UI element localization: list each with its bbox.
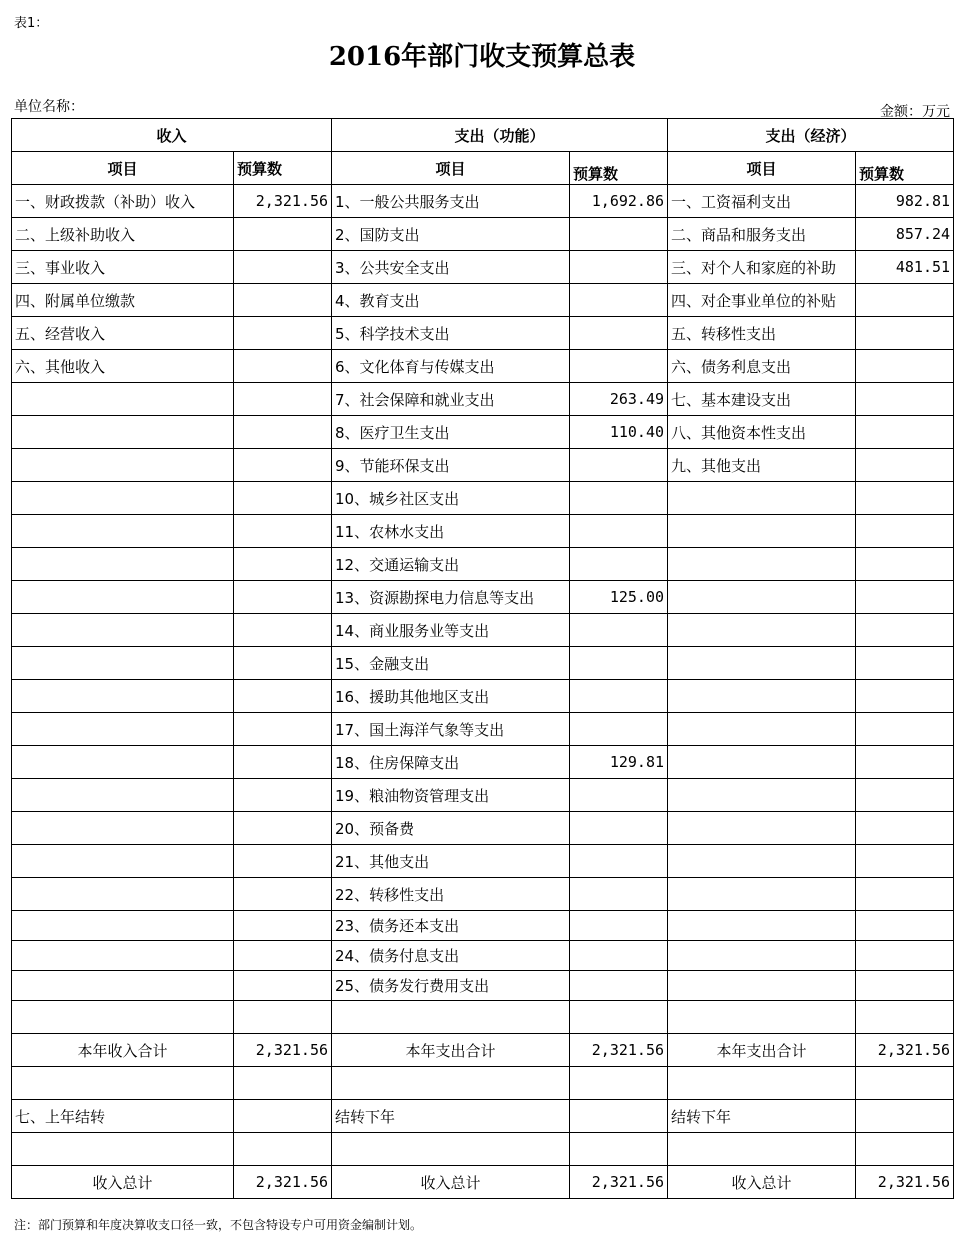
functional-item-cell: 22、转移性支出 <box>332 878 570 911</box>
functional-budget-cell <box>570 779 668 812</box>
income-item-cell: 五、经营收入 <box>12 317 234 350</box>
table-row <box>12 548 954 581</box>
functional-item-cell: 3、公共安全支出 <box>332 251 570 284</box>
economic-budget-cell <box>856 713 954 746</box>
income-item-cell <box>12 449 234 482</box>
economic-item-cell <box>668 581 856 614</box>
functional-item-cell: 收入总计 <box>332 1166 570 1199</box>
functional-budget-cell <box>570 614 668 647</box>
functional-item-cell <box>332 1133 570 1166</box>
economic-budget-cell <box>856 416 954 449</box>
economic-budget-cell <box>856 614 954 647</box>
income-item-cell <box>12 482 234 515</box>
economic-item-cell <box>668 911 856 941</box>
economic-item-cell: 结转下年 <box>668 1100 856 1133</box>
income-item-cell: 七、上年结转 <box>12 1100 234 1133</box>
income-item-cell: 一、财政拨款（补助）收入 <box>12 185 234 218</box>
economic-item-cell <box>668 713 856 746</box>
economic-budget-cell <box>856 1001 954 1034</box>
income-budget-cell <box>234 911 332 941</box>
table-row <box>12 812 954 845</box>
income-item-cell <box>12 845 234 878</box>
economic-expense-section-header: 支出（经济） <box>668 119 954 152</box>
economic-item-cell <box>668 878 856 911</box>
economic-item-header: 项目 <box>668 152 856 185</box>
functional-budget-header: 预算数 <box>570 152 668 185</box>
table-row <box>12 317 954 350</box>
income-item-cell <box>12 878 234 911</box>
table-row <box>12 779 954 812</box>
income-budget-cell <box>234 647 332 680</box>
functional-item-cell: 9、节能环保支出 <box>332 449 570 482</box>
economic-budget-cell <box>856 482 954 515</box>
economic-budget-cell: 857.24 <box>856 218 954 251</box>
functional-budget-cell <box>570 911 668 941</box>
carry-over-row <box>12 1100 954 1133</box>
economic-budget-cell <box>856 317 954 350</box>
functional-item-cell <box>332 1067 570 1100</box>
income-item-cell: 六、其他收入 <box>12 350 234 383</box>
economic-item-cell: 五、转移性支出 <box>668 317 856 350</box>
functional-item-header: 项目 <box>332 152 570 185</box>
table-row <box>12 251 954 284</box>
economic-item-cell: 三、对个人和家庭的补助 <box>668 251 856 284</box>
economic-budget-cell <box>856 845 954 878</box>
economic-item-cell <box>668 746 856 779</box>
income-budget-cell <box>234 614 332 647</box>
income-budget-cell <box>234 416 332 449</box>
amount-unit-label: 金额：万元 <box>880 104 950 120</box>
functional-item-cell: 19、粮油物资管理支出 <box>332 779 570 812</box>
income-budget-cell <box>234 1100 332 1133</box>
functional-item-cell: 10、城乡社区支出 <box>332 482 570 515</box>
income-budget-cell <box>234 845 332 878</box>
functional-item-cell: 21、其他支出 <box>332 845 570 878</box>
table-row <box>12 845 954 878</box>
income-item-cell: 二、上级补助收入 <box>12 218 234 251</box>
income-item-cell <box>12 383 234 416</box>
economic-item-cell <box>668 812 856 845</box>
economic-item-cell <box>668 614 856 647</box>
functional-budget-cell <box>570 251 668 284</box>
table-row <box>12 218 954 251</box>
table-row <box>12 515 954 548</box>
income-section-header: 收入 <box>12 119 332 152</box>
functional-item-cell: 25、债务发行费用支出 <box>332 971 570 1001</box>
income-budget-cell <box>234 548 332 581</box>
income-budget-cell <box>234 251 332 284</box>
income-item-cell <box>12 779 234 812</box>
income-budget-cell <box>234 284 332 317</box>
income-budget-cell <box>234 812 332 845</box>
income-budget-cell: 2,321.56 <box>234 1166 332 1199</box>
economic-item-cell <box>668 971 856 1001</box>
income-budget-cell <box>234 680 332 713</box>
functional-item-cell: 2、国防支出 <box>332 218 570 251</box>
functional-budget-cell <box>570 350 668 383</box>
functional-budget-cell <box>570 647 668 680</box>
income-item-cell: 收入总计 <box>12 1166 234 1199</box>
functional-budget-cell <box>570 878 668 911</box>
table-row <box>12 971 954 1001</box>
economic-item-cell <box>668 941 856 971</box>
budget-table-body <box>12 119 954 1199</box>
income-budget-cell <box>234 713 332 746</box>
economic-item-cell <box>668 845 856 878</box>
income-item-cell <box>12 647 234 680</box>
income-budget-cell <box>234 746 332 779</box>
table-row <box>12 941 954 971</box>
economic-budget-cell <box>856 779 954 812</box>
economic-budget-cell <box>856 350 954 383</box>
functional-budget-cell <box>570 713 668 746</box>
functional-budget-cell <box>570 218 668 251</box>
income-budget-cell <box>234 383 332 416</box>
functional-item-cell: 18、住房保障支出 <box>332 746 570 779</box>
economic-item-cell: 六、债务利息支出 <box>668 350 856 383</box>
economic-budget-cell: 2,321.56 <box>856 1034 954 1067</box>
economic-item-cell: 二、商品和服务支出 <box>668 218 856 251</box>
income-budget-cell <box>234 449 332 482</box>
economic-item-cell <box>668 482 856 515</box>
income-item-cell <box>12 680 234 713</box>
income-budget-cell <box>234 941 332 971</box>
functional-budget-cell <box>570 845 668 878</box>
income-item-cell <box>12 941 234 971</box>
economic-budget-cell <box>856 647 954 680</box>
economic-budget-cell <box>856 680 954 713</box>
economic-budget-cell <box>856 1067 954 1100</box>
functional-budget-cell <box>570 680 668 713</box>
table-row <box>12 383 954 416</box>
economic-budget-cell <box>856 911 954 941</box>
income-item-cell <box>12 581 234 614</box>
economic-item-cell: 本年支出合计 <box>668 1034 856 1067</box>
functional-budget-cell <box>570 515 668 548</box>
economic-item-cell <box>668 1067 856 1100</box>
economic-item-cell <box>668 548 856 581</box>
functional-item-cell: 8、医疗卫生支出 <box>332 416 570 449</box>
income-item-cell <box>12 1067 234 1100</box>
functional-item-cell <box>332 1001 570 1034</box>
functional-budget-cell <box>570 971 668 1001</box>
table-row <box>12 350 954 383</box>
table-row <box>12 713 954 746</box>
income-budget-cell <box>234 1067 332 1100</box>
budget-summary-table <box>11 118 954 1199</box>
table-row <box>12 647 954 680</box>
economic-budget-cell <box>856 449 954 482</box>
economic-item-cell <box>668 647 856 680</box>
functional-item-cell: 11、农林水支出 <box>332 515 570 548</box>
economic-budget-cell <box>856 812 954 845</box>
income-budget-cell <box>234 581 332 614</box>
functional-item-cell: 7、社会保障和就业支出 <box>332 383 570 416</box>
functional-budget-cell <box>570 482 668 515</box>
functional-item-cell: 结转下年 <box>332 1100 570 1133</box>
income-budget-cell <box>234 350 332 383</box>
economic-budget-cell <box>856 746 954 779</box>
economic-budget-cell <box>856 284 954 317</box>
table-row <box>12 746 954 779</box>
grand-total-row <box>12 1166 954 1199</box>
functional-budget-cell: 1,692.86 <box>570 185 668 218</box>
economic-budget-cell <box>856 548 954 581</box>
functional-budget-cell: 110.40 <box>570 416 668 449</box>
functional-budget-cell <box>570 449 668 482</box>
functional-item-cell: 15、金融支出 <box>332 647 570 680</box>
functional-budget-cell: 125.00 <box>570 581 668 614</box>
blank-row <box>12 1133 954 1166</box>
table-row <box>12 878 954 911</box>
income-item-cell <box>12 515 234 548</box>
economic-budget-cell <box>856 515 954 548</box>
functional-item-cell: 17、国土海洋气象等支出 <box>332 713 570 746</box>
income-budget-cell: 2,321.56 <box>234 1034 332 1067</box>
income-item-cell <box>12 614 234 647</box>
functional-expense-section-header: 支出（功能） <box>332 119 668 152</box>
economic-item-cell: 收入总计 <box>668 1166 856 1199</box>
table-row <box>12 581 954 614</box>
economic-budget-cell <box>856 1100 954 1133</box>
unit-name-label: 单位名称： <box>14 99 84 115</box>
income-item-cell <box>12 713 234 746</box>
income-item-cell <box>12 812 234 845</box>
income-item-cell <box>12 1133 234 1166</box>
functional-item-cell: 4、教育支出 <box>332 284 570 317</box>
functional-budget-cell: 263.49 <box>570 383 668 416</box>
table-row <box>12 185 954 218</box>
income-budget-cell <box>234 971 332 1001</box>
income-budget-cell <box>234 218 332 251</box>
functional-budget-cell <box>570 548 668 581</box>
economic-budget-cell <box>856 971 954 1001</box>
economic-item-cell: 八、其他资本性支出 <box>668 416 856 449</box>
section-header-row <box>12 119 954 152</box>
footnote: 注：部门预算和年度决算收支口径一致，不包含特设专户可用资金编制计划。 <box>14 1218 423 1232</box>
economic-budget-cell <box>856 581 954 614</box>
functional-item-cell: 1、一般公共服务支出 <box>332 185 570 218</box>
table-row <box>12 449 954 482</box>
economic-item-cell <box>668 1133 856 1166</box>
functional-item-cell: 12、交通运输支出 <box>332 548 570 581</box>
functional-budget-cell <box>570 1100 668 1133</box>
functional-item-cell: 本年支出合计 <box>332 1034 570 1067</box>
table-row <box>12 614 954 647</box>
income-item-cell <box>12 1001 234 1034</box>
income-item-cell <box>12 548 234 581</box>
functional-item-cell: 23、债务还本支出 <box>332 911 570 941</box>
functional-item-cell: 16、援助其他地区支出 <box>332 680 570 713</box>
economic-budget-cell <box>856 878 954 911</box>
economic-item-cell: 九、其他支出 <box>668 449 856 482</box>
table-row <box>12 911 954 941</box>
annual-total-row <box>12 1034 954 1067</box>
functional-item-cell: 13、资源勘探电力信息等支出 <box>332 581 570 614</box>
functional-item-cell: 20、预备费 <box>332 812 570 845</box>
column-header-row <box>12 152 954 185</box>
economic-item-cell: 四、对企事业单位的补贴 <box>668 284 856 317</box>
table-row <box>12 482 954 515</box>
economic-item-cell: 七、基本建设支出 <box>668 383 856 416</box>
table-row <box>12 416 954 449</box>
income-item-cell: 四、附属单位缴款 <box>12 284 234 317</box>
functional-budget-cell: 2,321.56 <box>570 1034 668 1067</box>
income-item-cell <box>12 911 234 941</box>
economic-budget-cell <box>856 1133 954 1166</box>
income-item-cell: 三、事业收入 <box>12 251 234 284</box>
functional-item-cell: 5、科学技术支出 <box>332 317 570 350</box>
income-budget-cell <box>234 1001 332 1034</box>
economic-budget-cell <box>856 383 954 416</box>
functional-item-cell: 24、债务付息支出 <box>332 941 570 971</box>
income-item-cell <box>12 746 234 779</box>
functional-budget-cell: 129.81 <box>570 746 668 779</box>
economic-budget-cell: 2,321.56 <box>856 1166 954 1199</box>
income-budget-cell <box>234 317 332 350</box>
economic-item-cell <box>668 779 856 812</box>
functional-budget-cell <box>570 1067 668 1100</box>
table-number-label: 表1： <box>14 16 49 31</box>
functional-budget-cell: 2,321.56 <box>570 1166 668 1199</box>
functional-budget-cell <box>570 317 668 350</box>
blank-row <box>12 1067 954 1100</box>
economic-item-cell <box>668 1001 856 1034</box>
income-budget-cell <box>234 515 332 548</box>
income-item-cell <box>12 416 234 449</box>
functional-budget-cell <box>570 941 668 971</box>
income-item-header: 项目 <box>12 152 234 185</box>
functional-budget-cell <box>570 1001 668 1034</box>
functional-budget-cell <box>570 284 668 317</box>
income-budget-cell <box>234 878 332 911</box>
income-budget-cell <box>234 779 332 812</box>
functional-item-cell: 6、文化体育与传媒支出 <box>332 350 570 383</box>
economic-budget-cell <box>856 941 954 971</box>
economic-item-cell <box>668 680 856 713</box>
income-item-cell: 本年收入合计 <box>12 1034 234 1067</box>
table-row <box>12 680 954 713</box>
page-title: 2016年部门收支预算总表 <box>328 42 636 72</box>
economic-budget-cell: 982.81 <box>856 185 954 218</box>
functional-item-cell: 14、商业服务业等支出 <box>332 614 570 647</box>
economic-item-cell <box>668 515 856 548</box>
economic-budget-cell: 481.51 <box>856 251 954 284</box>
economic-budget-header: 预算数 <box>856 152 954 185</box>
income-budget-cell: 2,321.56 <box>234 185 332 218</box>
table-row <box>12 284 954 317</box>
functional-budget-cell <box>570 1133 668 1166</box>
income-budget-cell <box>234 482 332 515</box>
income-budget-header: 预算数 <box>234 152 332 185</box>
economic-item-cell: 一、工资福利支出 <box>668 185 856 218</box>
income-item-cell <box>12 971 234 1001</box>
functional-budget-cell <box>570 812 668 845</box>
income-budget-cell <box>234 1133 332 1166</box>
table-row <box>12 1001 954 1034</box>
